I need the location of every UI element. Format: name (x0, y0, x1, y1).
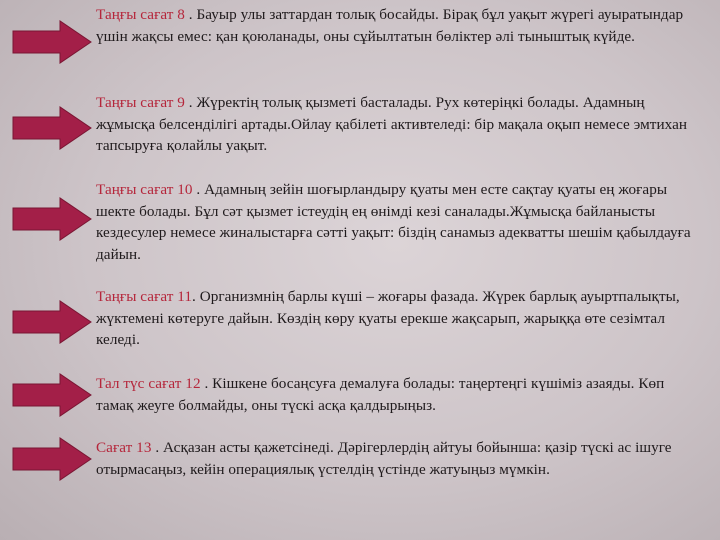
entry-time-label: Сағат 13 (96, 439, 152, 456)
entry-text (96, 373, 696, 416)
entry-body: . Организмнің барлы күші – жоғары фазада. Жүрек барлық ауыртпалықты, жүктемені көтеруге дайын. Көздің көру қуаты ерекше жақсарып, жарыққа өте сезімтал келеді. (96, 288, 680, 348)
entry-time-label: Таңғы сағат 11 (96, 288, 192, 305)
entry-time-label: Таңғы сағат 9 (96, 94, 185, 111)
entry-text (96, 4, 696, 47)
entry-body: . Жүректің толық қызметі басталады. Рух көтеріңкі болады. Адамның жұмысқа белсенділігі артады.Ойлау қабілеті активтеледі: бір мақала оқып немесе эмтихан тапсыруға қолайлы уақыт. (96, 94, 688, 154)
entry-text (96, 179, 696, 265)
entry-body: . Бауыр улы заттардан толық босайды. Бірақ бұл уақыт жүрегі ауыратындар үшін жақсы емес: қан қоюланады, оны сұйылтатын бөліктер әлі тыныштық күйде. (96, 6, 684, 45)
entry-text (96, 437, 696, 480)
right-arrow-icon (12, 197, 92, 241)
right-arrow-icon (12, 106, 92, 150)
right-arrow-icon (12, 20, 92, 64)
right-arrow-icon (12, 300, 92, 344)
entry-time-label: Таңғы сағат 10 (96, 181, 193, 198)
entry-text (96, 286, 696, 351)
entry-body: . Кішкене босаңсуға демалуға болады: таңертеңгі күшіміз азаяды. Көп тамақ жеуге болмайды, оны түскі асқа қалдырыңыз. (96, 375, 665, 414)
entry-time-label: Тал түс сағат 12 (96, 375, 201, 392)
entry-time-label: Таңғы сағат 8 (96, 6, 185, 23)
entry-text (96, 92, 696, 157)
right-arrow-icon (12, 437, 92, 481)
entry-body: . Асқазан асты қажетсінеді. Дәрігерлердің айтуы бойынша: қазір түскі ас ішуге отырмасаңыз, кейін операциялық үстелдің үстінде жатуыңыз мүмкін. (96, 439, 672, 478)
entry-body: . Адамның зейін шоғырландыру қуаты мен есте сақтау қуаты ең жоғары шекте болады. Бұл сәт қызмет істеудің ең өнімді кезі саналады.Жұмысқа байланысты кездесулер немесе жиналыстарға сәтті уақыт: біздің санамыз адекватты шешім қабылдауға дайын. (96, 181, 691, 263)
right-arrow-icon (12, 373, 92, 417)
